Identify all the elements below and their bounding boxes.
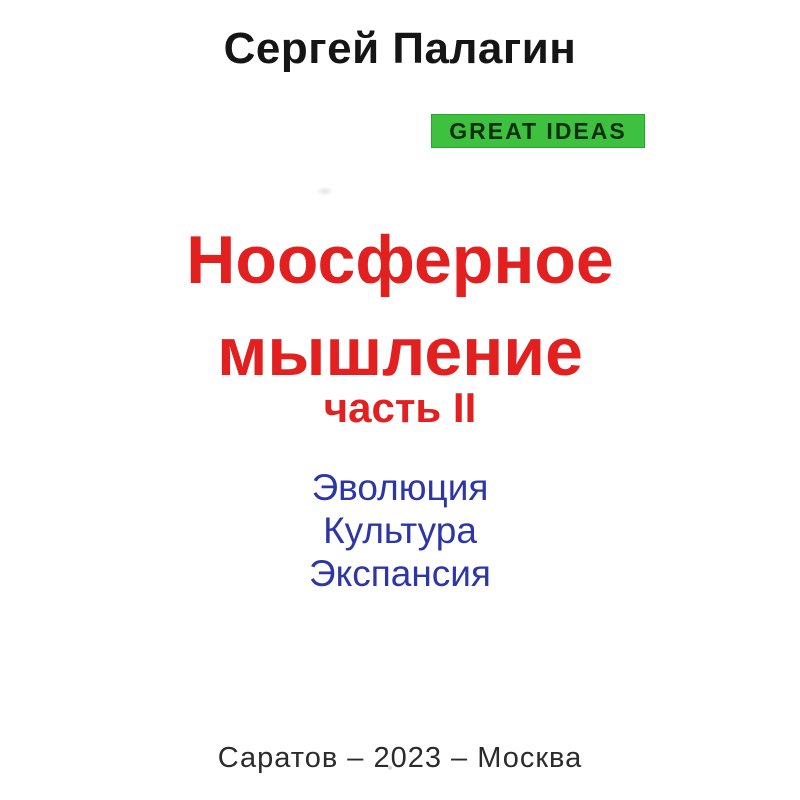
keyword-evolution: Эволюция <box>311 467 489 508</box>
author-name: Сергей Палагин <box>223 24 577 73</box>
keyword-culture: Культура <box>323 510 477 551</box>
great-ideas-badge <box>431 114 645 148</box>
print-smudge-artifact <box>316 186 334 196</box>
great-ideas-badge-label: GREAT IDEAS <box>449 118 627 144</box>
keyword-expansion: Экспансия <box>309 553 491 594</box>
book-title-line1: Ноосферное <box>186 222 614 298</box>
part-subtitle: часть II <box>323 384 477 431</box>
book-title-line2: мышление <box>217 314 583 390</box>
keyword-list <box>0 466 800 595</box>
book-title <box>0 214 800 398</box>
imprint-line: Саратов – 2023 – Москва <box>217 742 583 774</box>
